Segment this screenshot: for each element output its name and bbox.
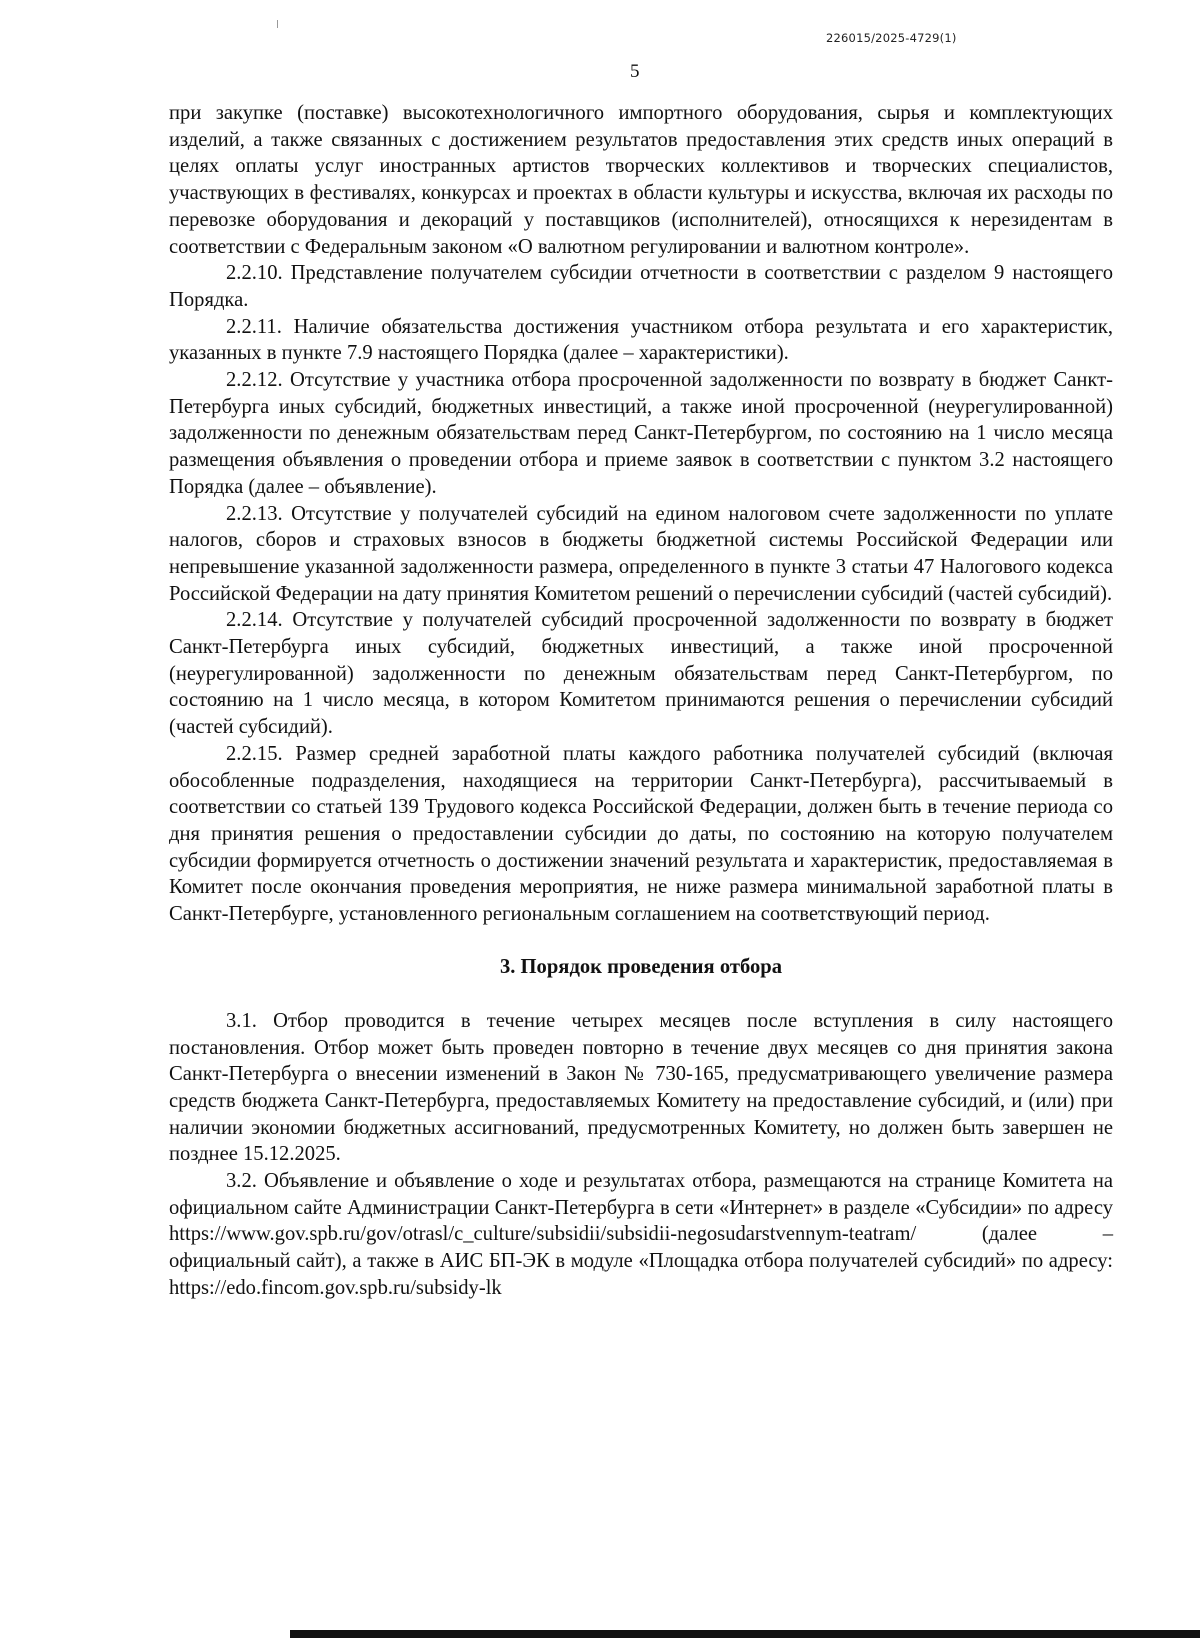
paragraph-2-2-12: 2.2.12. Отсутствие у участника отбора просроченной задолженности по возврату в бюджет Санкт-Петербурга иных субсидий, бюджетных инвестиций, а также иной просроченной (неурегулированной) задолженности по денежным обязательствам перед Санкт-Петербургом, по состоянию на 1 число месяца размещения объявления о проведении отбора и приеме заявок в соответствии с пунктом 3.2 настоящего Порядка (далее – объявление).: [169, 369, 1113, 498]
scan-bottom-edge: [290, 1630, 1200, 1638]
paragraph-2-2-11: 2.2.11. Наличие обязательства достижения участником отбора результата и его характеристик, указанных в пункте 7.9 настоящего Порядка (далее – характеристики).: [169, 315, 1113, 365]
document-registration-number: 226015/2025-4729(1): [826, 31, 957, 45]
paragraph-2-2-10: 2.2.10. Представление получателем субсидии отчетности в соответствии с разделом 9 настоящего Порядка.: [169, 262, 1113, 311]
paragraph-2-2-14: 2.2.14. Отсутствие у получателей субсидий просроченной задолженности по возврату в бюджет Санкт-Петербурга иных субсидий, бюджетных инвестиций, а также иной просроченной (неурегулированной) задолженности по денежным обязательствам перед Санкт-Петербургом, по состоянию на 1 число месяца, в котором Комитетом принимаются решения о перечислении субсидий (частей субсидий).: [169, 609, 1113, 739]
paragraph-continuation: при закупке (поставке) высокотехнологичного импортного оборудования, сырья и комплектующих изделий, а также связанных с достижением результатов предоставления этих средств иных операций в целях оплаты услуг иностранных артистов творческих коллективов и творческих специалистов, участвующих в фестивалях, конкурсах и проектах в области культуры и искусства, включая их расходы по перевозке оборудования и декораций у поставщиков (исполнителей), относящихся к нерезидентам в соответствии с Федеральным законом «О валютном регулировании и валютном контроле».: [169, 102, 1113, 258]
paragraph-2-2-13: 2.2.13. Отсутствие у получателей субсидий на едином налоговом счете задолженности по уплате налогов, сборов и страховых взносов в бюджеты бюджетной системы Российской Федерации или непревышение указанной задолженности размера, определенного в пункте 3 статьи 47 Налогового кодекса Российской Федерации на дату принятия Комитетом решений о перечислении субсидий (частей субсидий).: [169, 502, 1113, 605]
section-heading: 3. Порядок проведения отбора: [499, 955, 783, 978]
paragraph-3-1: 3.1. Отбор проводится в течение четырех месяцев после вступления в силу настоящего постановления. Отбор может быть проведен повторно в течение двух месяцев со дня принятия закона Санкт-Петербурга о внесении изменений в Закон № 730-165, предусматривающего увеличение размера средств бюджета Санкт-Петербурга, предоставляемых Комитету на предоставление субсидий, и (или) при наличии экономии бюджетных ассигнований, предусмотренных Комитету, но должен быть завершен не позднее 15.12.2025.: [169, 1009, 1113, 1166]
scan-artifact: [277, 20, 278, 28]
page-number: 5: [630, 61, 640, 82]
document-body: [169, 100, 1113, 1302]
paragraph-3-2: 3.2. Объявление и объявление о ходе и результатах отбора, размещаются на странице Комитета на официальном сайте Администрации Санкт-Петербурга в сети «Интернет» в разделе «Субсидии» по адресу https://www.gov.spb.ru/gov/otrasl/c_culture/subsidii/subsidii-negosudarstvennym-teatram/ (далее – официальный сайт), а также в АИС БП-ЭК в модуле «Площадка отбора получателей субсидий» по адресу: https://edo.fincom.gov.spb.ru/subsidy-lk: [169, 1170, 1113, 1299]
paragraph-2-2-15: 2.2.15. Размер средней заработной платы каждого работника получателей субсидий (включая обособленные подразделения, находящиеся на территории Санкт-Петербурга), рассчитываемый в соответствии со статьей 139 Трудового кодекса Российской Федерации, должен быть в течение периода со дня принятия решения о предоставлении субсидии до даты, по состоянию на которую получателем субсидии формируется отчетность о достижении значений результата и характеристик, предоставляемая в Комитет после окончания проведения мероприятия, не ниже размера минимальной заработной платы в Санкт-Петербурге, установленного региональным соглашением на соответствующий период.: [169, 742, 1113, 926]
